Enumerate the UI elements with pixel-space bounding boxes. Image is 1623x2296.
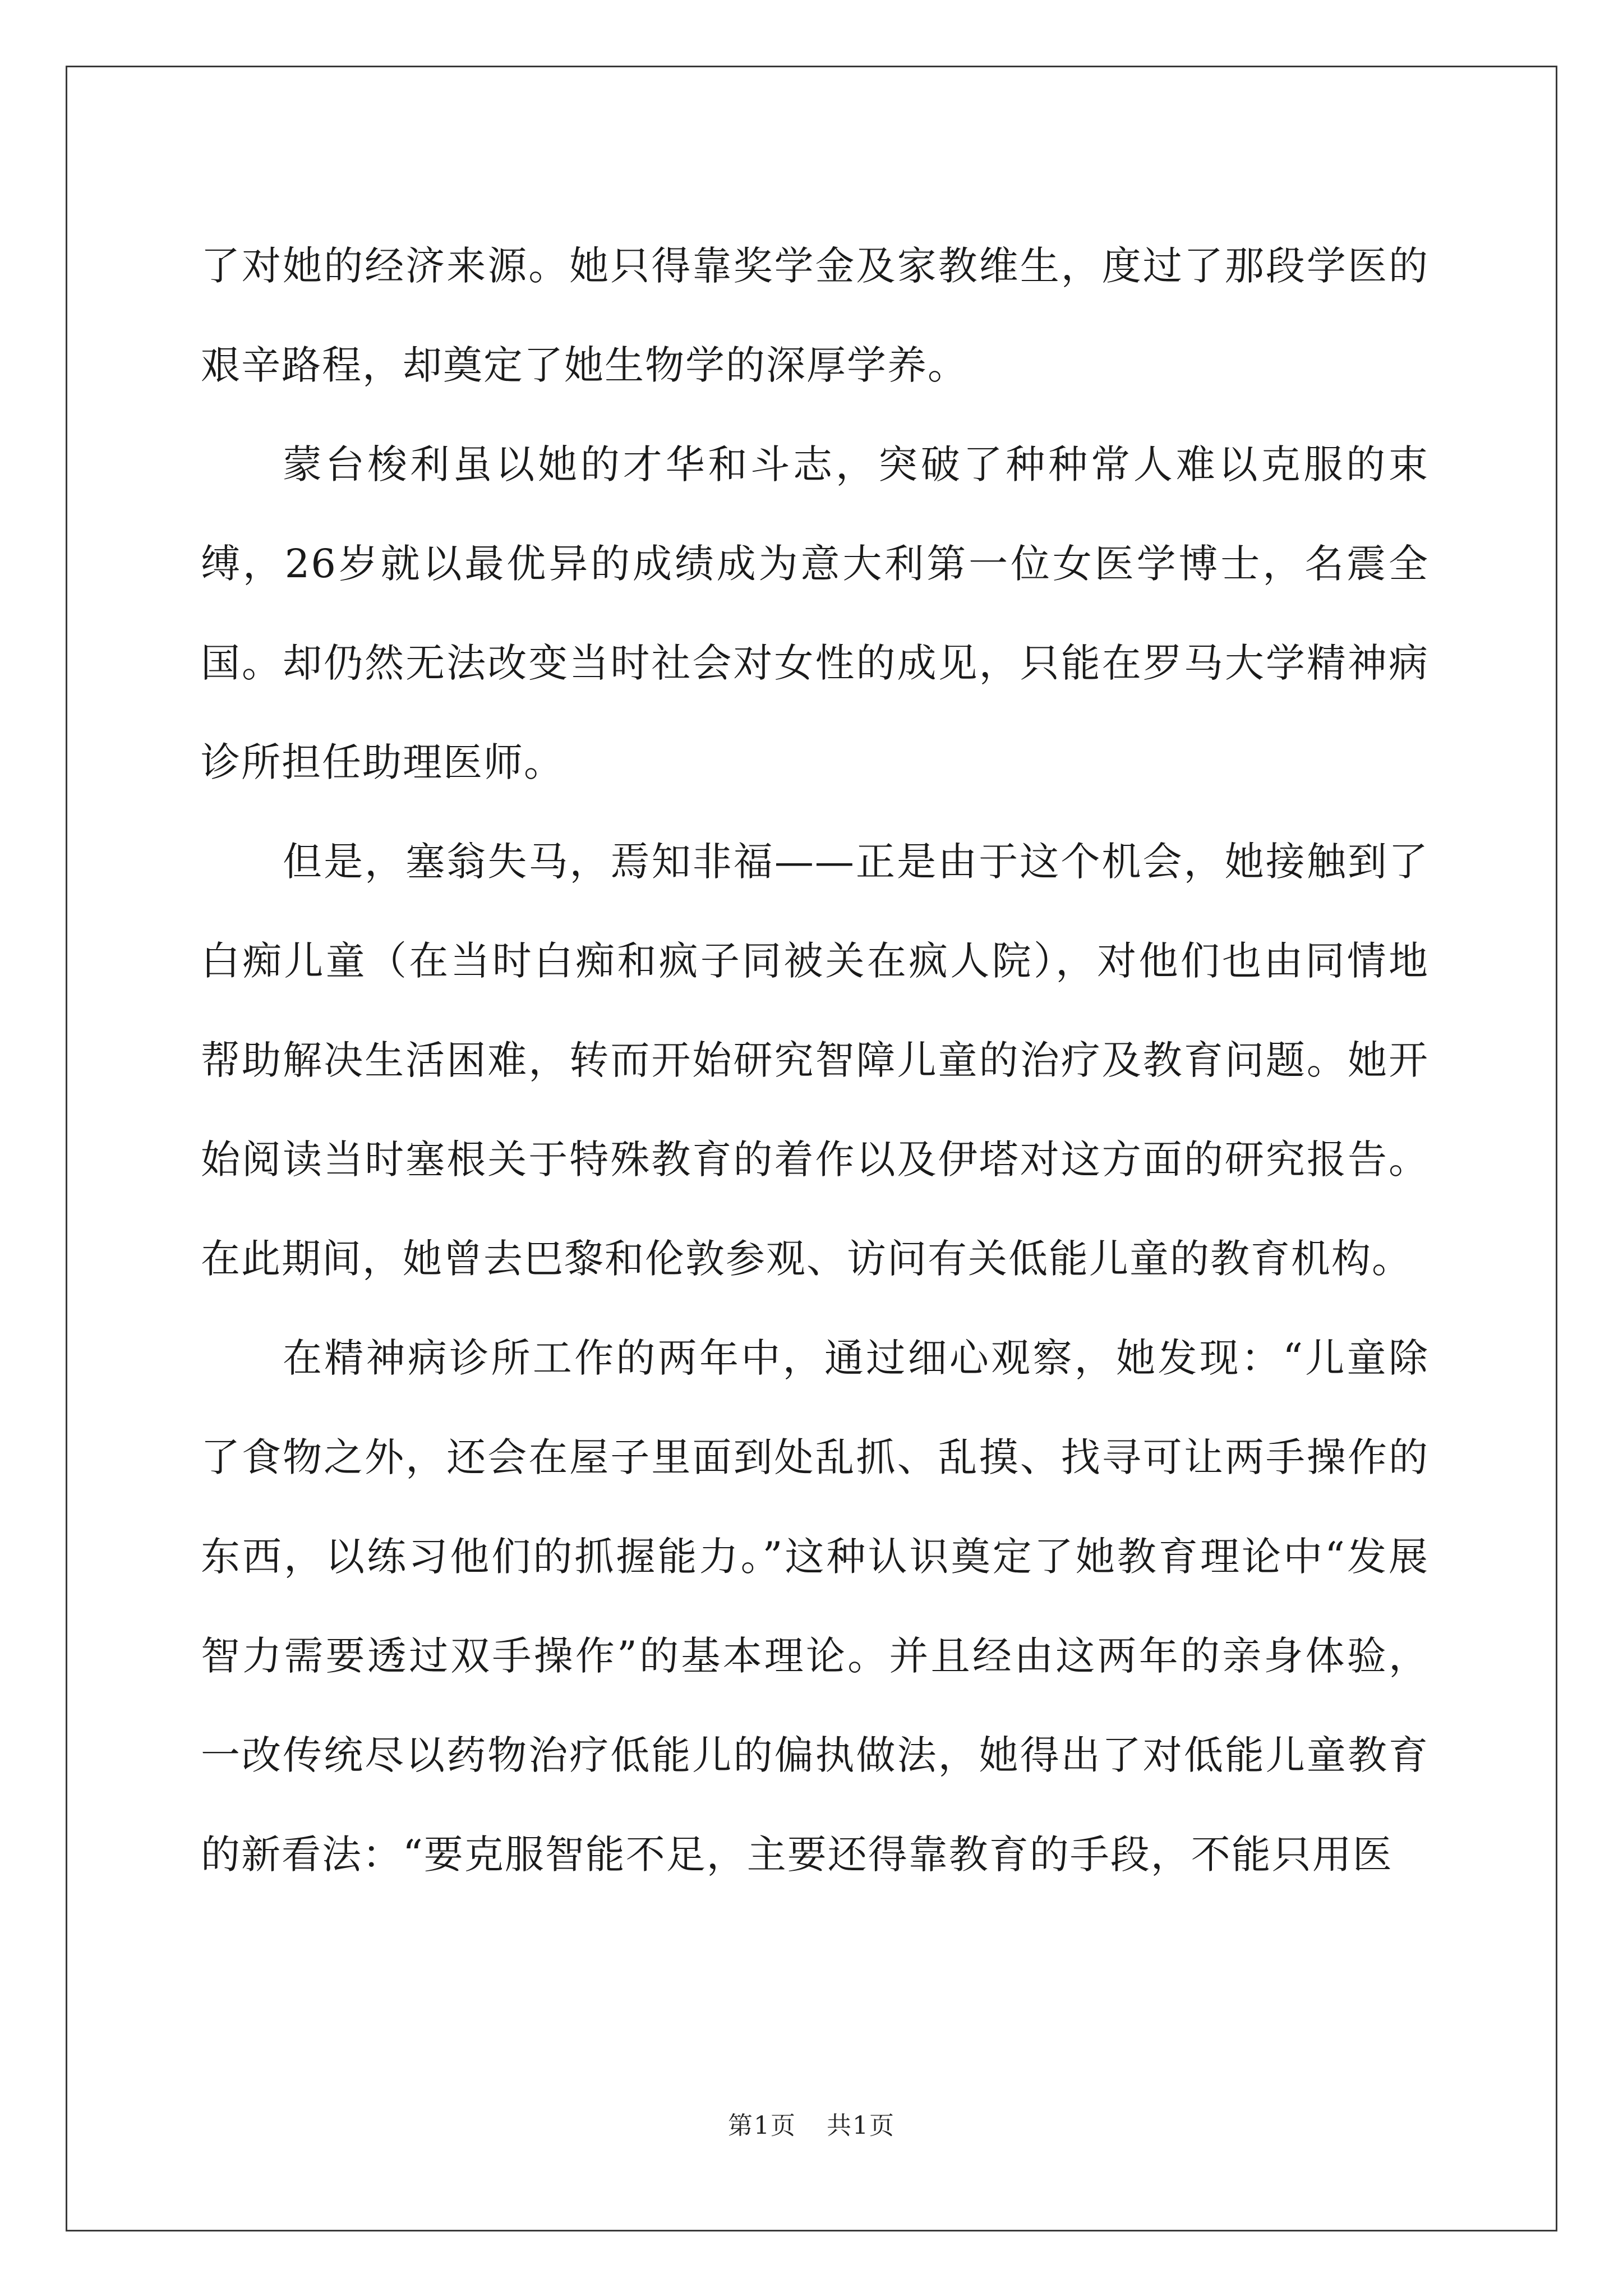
page-footer	[0, 2105, 1623, 2141]
paragraph-4: 在精神病诊所工作的两年中，通过细心观察，她发现：“儿童除了食物之外，还会在屋子里面到处乱抓、乱摸、找寻可让两手操作的东西，以练习他们的抓握能力。”这种认识奠定了她教育理论中“发展智力需要透过双手操作”的基本理论。并且经由这两年的亲身体验，一改传统尽以药物治疗低能儿的偏执做法，她得出了对低能儿童教育的新看法：“要克服智能不足，主要还得靠教育的手段，不能只用医	[201, 1335, 1429, 1878]
document-body	[201, 217, 1429, 1904]
paragraph-3: 但是，塞翁失马，焉知非福——正是由于这个机会，她接触到了白痴儿童（在当时白痴和疯子同被关在疯人院），对他们也由同情地帮助解决生活困难，转而开始研究智障儿童的治疗及教育问题。她开始阅读当时塞根关于特殊教育的着作以及伊塔对这方面的研究报告。在此期间，她曾去巴黎和伦敦参观、访问有关低能儿童的教育机构。	[201, 839, 1429, 1282]
page-number: 第1页	[728, 2111, 796, 2140]
paragraph-2: 蒙台梭利虽以她的才华和斗志，突破了种种常人难以克服的束缚，26岁就以最优异的成绩成为意大利第一位女医学博士，名震全国。却仍然无法改变当时社会对女性的成见，只能在罗马大学精神病诊所担任助理医师。	[201, 441, 1429, 785]
paragraph-1: 了对她的经济来源。她只得靠奖学金及家教维生，度过了那段学医的艰辛路程，却奠定了她生物学的深厚学养。	[201, 243, 1429, 388]
page-total: 共1页	[827, 2111, 895, 2140]
